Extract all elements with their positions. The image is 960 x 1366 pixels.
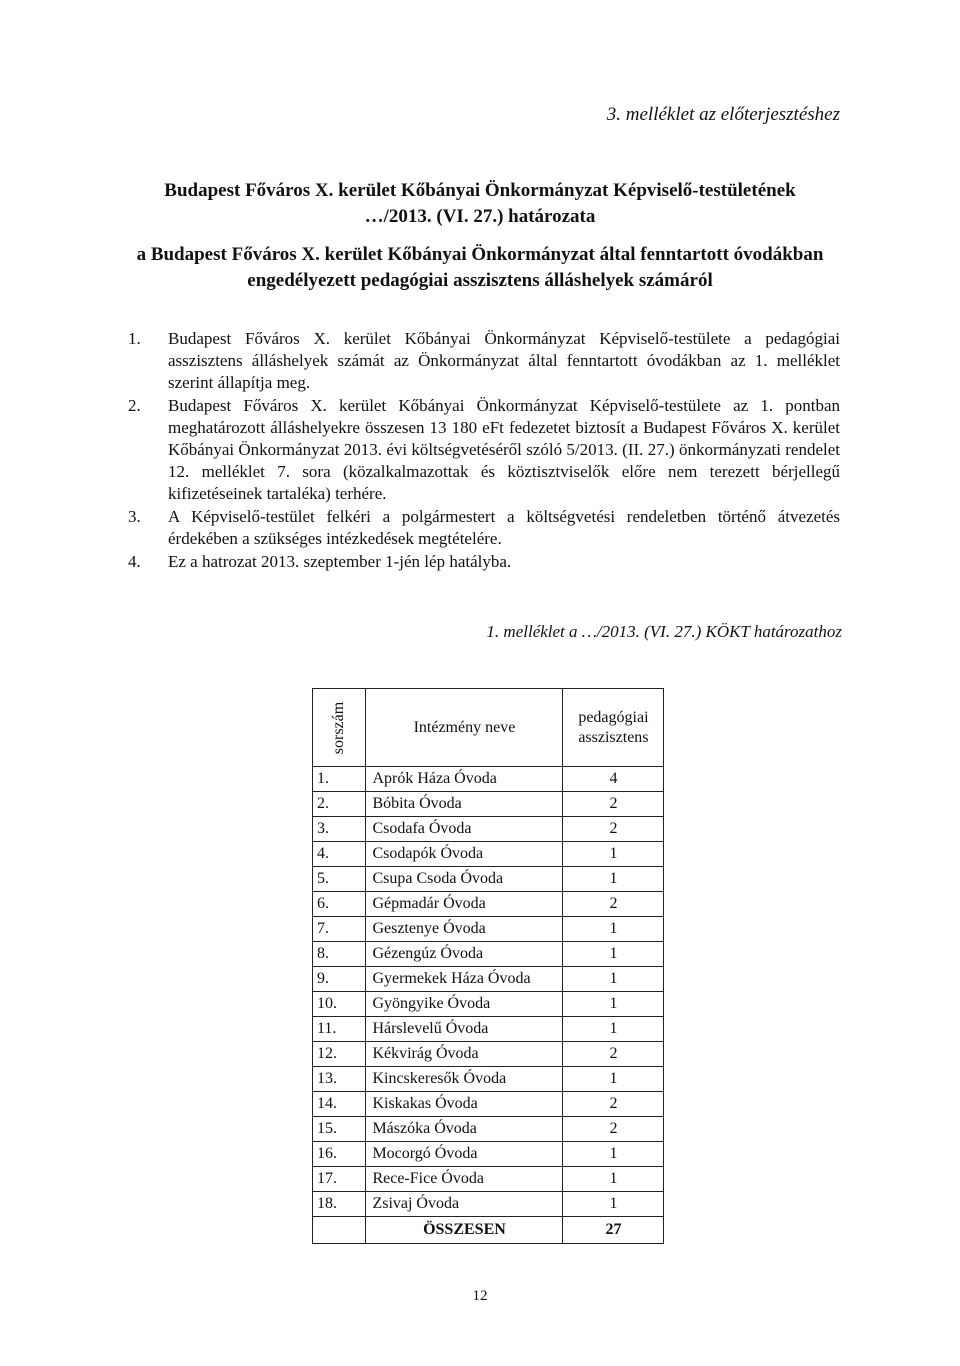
resolution-subject — [60, 242, 900, 294]
table-row — [313, 767, 664, 792]
row-number: 4. — [313, 842, 366, 867]
row-value: 2 — [563, 1092, 664, 1117]
row-number: 12. — [313, 1042, 366, 1067]
row-name: Gesztenye Óvoda — [366, 917, 563, 942]
table-row — [313, 917, 664, 942]
list-item — [128, 328, 840, 394]
row-name: Aprók Háza Óvoda — [366, 767, 563, 792]
row-value: 2 — [563, 792, 664, 817]
row-name: Kékvirág Óvoda — [366, 1042, 563, 1067]
table-row — [313, 942, 664, 967]
table-row — [313, 1067, 664, 1092]
table-row — [313, 1117, 664, 1142]
resolution-title — [60, 178, 900, 230]
row-number: 18. — [313, 1192, 366, 1217]
table-row — [313, 892, 664, 917]
table-header-row — [313, 689, 664, 767]
table-row — [313, 1042, 664, 1067]
row-number: 3. — [313, 817, 366, 842]
title-line-3: a Budapest Főváros X. kerület Kőbányai Önkormányzat által fenntartott óvodákban — [136, 244, 824, 265]
row-value: 2 — [563, 1042, 664, 1067]
row-value: 4 — [563, 767, 664, 792]
title-line-2: …/2013. (VI. 27.) határozata — [364, 206, 596, 227]
item-number: 1. — [128, 329, 141, 348]
total-empty-cell — [313, 1217, 366, 1244]
row-name: Zsivaj Óvoda — [366, 1192, 563, 1217]
title-line-4: engedélyezett pedagógiai asszisztens álláshelyek számáról — [247, 270, 713, 291]
row-number: 8. — [313, 942, 366, 967]
item-text: Budapest Főváros X. kerület Kőbányai Önkormányzat Képviselő-testülete az 1. pontban meghatározott álláshelyekre összesen 13 180 eFt fedezetet biztosít a Budapest Főváros X. kerület Kőbányai Önkormányzat 2013. évi költségvetéséről szóló 5/2013. (II. 27.) önkormányzati rendelet 12. melléklet 7. sora (közalkalmazottak és köztisztviselők előre nem terezett bérjellegű kifizetéseinek tartaléka) terhére. — [168, 396, 840, 503]
table-row — [313, 1192, 664, 1217]
row-number: 13. — [313, 1067, 366, 1092]
title-line-1: Budapest Főváros X. kerület Kőbányai Önkormányzat Képviselő-testületének — [164, 180, 796, 201]
table-row — [313, 967, 664, 992]
row-value: 1 — [563, 1017, 664, 1042]
list-item — [128, 551, 840, 573]
table-row — [313, 992, 664, 1017]
row-value: 1 — [563, 1192, 664, 1217]
row-value: 2 — [563, 1117, 664, 1142]
row-value: 2 — [563, 817, 664, 842]
row-number: 5. — [313, 867, 366, 892]
header-name: Intézmény neve — [366, 689, 563, 767]
row-name: Csodapók Óvoda — [366, 842, 563, 867]
header-value: pedagógiai asszisztens — [563, 689, 664, 767]
row-number: 2. — [313, 792, 366, 817]
table-row — [313, 1092, 664, 1117]
header-num: sorszám — [313, 689, 366, 767]
row-number: 11. — [313, 1017, 366, 1042]
item-number: 2. — [128, 396, 141, 415]
row-name: Kiskakas Óvoda — [366, 1092, 563, 1117]
annex-label: 3. melléklet az előterjesztéshez — [606, 104, 840, 125]
row-value: 1 — [563, 992, 664, 1017]
row-number: 6. — [313, 892, 366, 917]
list-item — [128, 395, 840, 505]
row-name: Gézengúz Óvoda — [366, 942, 563, 967]
row-value: 1 — [563, 842, 664, 867]
row-value: 1 — [563, 917, 664, 942]
row-value: 1 — [563, 1142, 664, 1167]
annex2-label: 1. melléklet a …/2013. (VI. 27.) KÖKT határozathoz — [486, 622, 842, 641]
row-number: 15. — [313, 1117, 366, 1142]
total-value: 27 — [563, 1217, 664, 1244]
row-name: Kincskeresők Óvoda — [366, 1067, 563, 1092]
page-number: 12 — [472, 1288, 488, 1304]
table-row — [313, 842, 664, 867]
row-name: Mocorgó Óvoda — [366, 1142, 563, 1167]
row-number: 10. — [313, 992, 366, 1017]
row-name: Csodafa Óvoda — [366, 817, 563, 842]
item-number: 4. — [128, 552, 141, 571]
item-text: Budapest Főváros X. kerület Kőbányai Önkormányzat Képviselő-testülete a pedagógiai asszisztens álláshelyek számát az Önkormányzat által fenntartott óvodákban az 1. melléklet szerint állapítja meg. — [168, 329, 840, 392]
table-row — [313, 867, 664, 892]
table-row — [313, 817, 664, 842]
row-number: 1. — [313, 767, 366, 792]
table-row — [313, 1017, 664, 1042]
item-text: Ez a hatrozat 2013. szeptember 1-jén lép hatályba. — [168, 552, 512, 571]
row-value: 1 — [563, 967, 664, 992]
row-name: Bóbita Óvoda — [366, 792, 563, 817]
row-number: 7. — [313, 917, 366, 942]
list-item — [128, 506, 840, 550]
row-number: 16. — [313, 1142, 366, 1167]
table-row — [313, 792, 664, 817]
table-row — [313, 1167, 664, 1192]
row-name: Mászóka Óvoda — [366, 1117, 563, 1142]
row-value: 2 — [563, 892, 664, 917]
row-name: Gyermekek Háza Óvoda — [366, 967, 563, 992]
table-row — [313, 1142, 664, 1167]
item-number: 3. — [128, 507, 141, 526]
table-total-row — [313, 1217, 664, 1244]
row-name: Gépmadár Óvoda — [366, 892, 563, 917]
row-name: Csupa Csoda Óvoda — [366, 867, 563, 892]
row-value: 1 — [563, 1167, 664, 1192]
resolution-items — [128, 328, 840, 574]
row-value: 1 — [563, 1067, 664, 1092]
row-value: 1 — [563, 942, 664, 967]
row-name: Hárslevelű Óvoda — [366, 1017, 563, 1042]
row-name: Gyöngyike Óvoda — [366, 992, 563, 1017]
row-name: Rece-Fice Óvoda — [366, 1167, 563, 1192]
item-text: A Képviselő-testület felkéri a polgármestert a költségvetési rendeletben történő átvezetés érdekében a szükséges intézkedések megtételére. — [168, 507, 840, 548]
row-number: 17. — [313, 1167, 366, 1192]
row-value: 1 — [563, 867, 664, 892]
row-number: 14. — [313, 1092, 366, 1117]
row-number: 9. — [313, 967, 366, 992]
total-label: ÖSSZESEN — [366, 1217, 563, 1244]
kindergarten-table — [312, 688, 664, 1244]
